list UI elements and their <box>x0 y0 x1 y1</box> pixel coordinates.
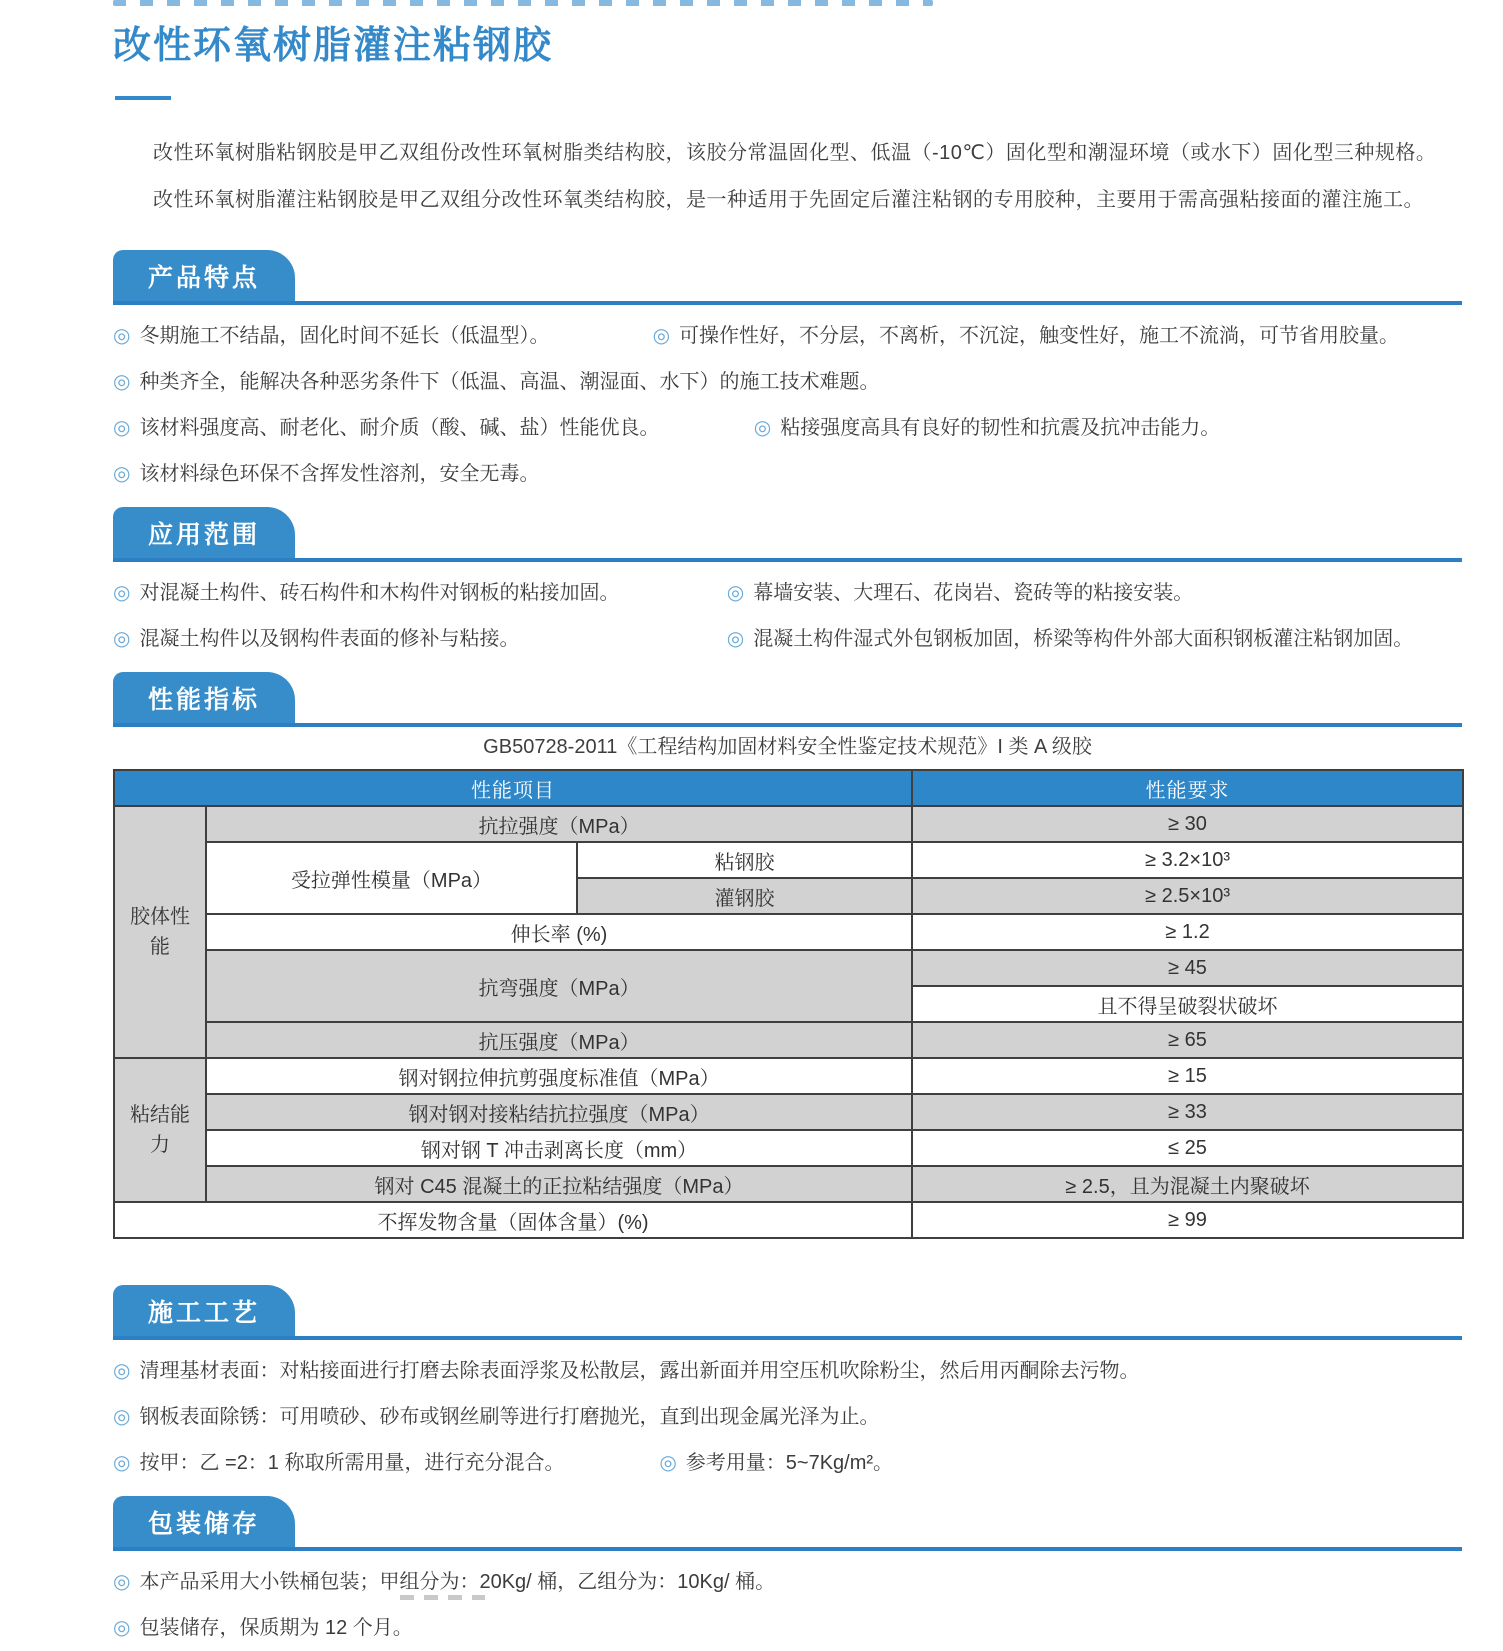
section-badge-packaging: 包装储存 <box>113 1496 295 1547</box>
intro-paragraph-1: 改性环氧树脂粘钢胶是甲乙双组份改性环氧树脂类结构胶，该胶分常温固化型、低温（-10℃）固化型和潮湿环境（或水下）固化型三种规格。 <box>153 142 1437 164</box>
property-sub-label: 粘钢胶 <box>577 842 912 878</box>
requirement-value: ≥ 45 <box>912 950 1463 986</box>
packaging-text: 本产品采用大小铁桶包装；甲组分为：20Kg/ 桶，乙组分为：10Kg/ 桶。 <box>139 1571 776 1593</box>
requirement-value: ≥ 15 <box>912 1058 1463 1094</box>
list-item <box>727 570 1462 616</box>
column-header-requirement: 性能要求 <box>912 770 1463 806</box>
process-row-3 <box>113 1440 1462 1486</box>
group-label-bonding-ability: 粘结能力 <box>114 1058 206 1202</box>
table-row <box>114 1094 1463 1130</box>
applications-row-2 <box>113 616 1462 662</box>
process-row-2 <box>113 1394 1462 1440</box>
bullseye-bullet-icon: ◎ <box>113 1360 131 1382</box>
property-sub-label: 灌钢胶 <box>577 878 912 914</box>
requirement-value: 且不得呈破裂状破坏 <box>912 986 1463 1022</box>
property-label: 钢对钢对接粘结抗拉强度（MPa） <box>206 1094 912 1130</box>
title-underline <box>115 96 171 100</box>
property-label: 受拉弹性模量（MPa） <box>206 842 577 914</box>
features-row-1 <box>113 313 1462 359</box>
performance-table <box>113 769 1464 1239</box>
list-item <box>113 1605 1462 1651</box>
table-row <box>114 1166 1463 1202</box>
process-text: 钢板表面除锈：可用喷砂、砂布或钢丝刷等进行打磨抛光，直到出现金属光泽为止。 <box>139 1406 880 1428</box>
section-header-process <box>113 1285 1462 1340</box>
list-item <box>727 616 1462 662</box>
requirement-value: ≥ 33 <box>912 1094 1463 1130</box>
cropped-text-tips-top <box>113 0 933 6</box>
feature-text: 种类齐全，能解决各种恶劣条件下（低温、高温、潮湿面、水下）的施工技术难题。 <box>139 371 880 393</box>
application-text: 混凝土构件以及钢构件表面的修补与粘接。 <box>139 628 520 650</box>
section-header-features <box>113 250 1462 305</box>
features-row-2 <box>113 359 1462 405</box>
property-label: 抗弯强度（MPa） <box>206 950 912 1022</box>
bullseye-bullet-icon: ◎ <box>113 1406 131 1428</box>
table-row <box>114 1022 1463 1058</box>
bullseye-bullet-icon: ◎ <box>113 1617 131 1639</box>
requirement-value: ≥ 3.2×10³ <box>912 842 1463 878</box>
section-badge-features: 产品特点 <box>113 250 295 301</box>
packaging-row-2 <box>113 1605 1462 1651</box>
list-item <box>113 1559 1462 1605</box>
intro-paragraph-2: 改性环氧树脂灌注粘钢胶是甲乙双组分改性环氧类结构胶，是一种适用于先固定后灌注粘钢的专用胶种，主要用于需高强粘接面的灌注施工。 <box>153 189 1424 211</box>
bullseye-bullet-icon: ◎ <box>113 417 131 439</box>
bullseye-bullet-icon: ◎ <box>113 628 131 650</box>
property-label: 抗压强度（MPa） <box>206 1022 912 1058</box>
feature-text: 冬期施工不结晶，固化时间不延长（低温型）。 <box>139 325 550 347</box>
section-badge-performance: 性能指标 <box>113 672 295 723</box>
requirement-value: ≤ 25 <box>912 1130 1463 1166</box>
bullseye-bullet-icon: ◎ <box>652 325 671 347</box>
section-packaging <box>113 1496 1462 1651</box>
packaging-text: 包装储存，保质期为 12 个月。 <box>139 1617 413 1639</box>
requirement-value: ≥ 30 <box>912 806 1463 842</box>
table-caption: GB50728-2011《工程结构加固材料安全性鉴定技术规范》I 类 A 级胶 <box>483 736 1092 758</box>
bullseye-bullet-icon: ◎ <box>726 628 745 650</box>
list-item <box>659 1440 1462 1486</box>
requirement-value: ≥ 2.5×10³ <box>912 878 1463 914</box>
requirement-value: ≥ 99 <box>912 1202 1463 1238</box>
property-label: 钢对钢拉伸抗剪强度标准值（MPa） <box>206 1058 912 1094</box>
property-label: 钢对 C45 混凝土的正拉粘结强度（MPa） <box>206 1166 912 1202</box>
bullseye-bullet-icon: ◎ <box>726 582 745 604</box>
section-header-applications <box>113 507 1462 562</box>
group-label-adhesive-body: 胶体性能 <box>114 806 206 1058</box>
list-item <box>113 616 727 662</box>
packaging-row-1 <box>113 1559 1462 1605</box>
bullseye-bullet-icon: ◎ <box>113 1571 131 1593</box>
section-process <box>113 1285 1462 1486</box>
list-item <box>113 359 1462 405</box>
bullseye-bullet-icon: ◎ <box>659 1452 677 1474</box>
section-badge-applications: 应用范围 <box>113 507 295 558</box>
list-item <box>113 451 1462 497</box>
features-row-3 <box>113 405 1462 451</box>
feature-text: 该材料强度高、耐老化、耐介质（酸、碱、盐）性能优良。 <box>139 417 660 439</box>
section-badge-process: 施工工艺 <box>113 1285 295 1336</box>
property-label: 伸长率 (%) <box>206 914 912 950</box>
process-list <box>113 1340 1462 1486</box>
process-row-1 <box>113 1348 1462 1394</box>
applications-row-1 <box>113 570 1462 616</box>
section-applications <box>113 507 1462 662</box>
property-label: 抗拉强度（MPa） <box>206 806 912 842</box>
requirement-value: ≥ 65 <box>912 1022 1463 1058</box>
packaging-list <box>113 1551 1462 1651</box>
bullseye-bullet-icon: ◎ <box>113 582 131 604</box>
application-text: 幕墙安装、大理石、花岗岩、瓷砖等的粘接安装。 <box>753 582 1194 604</box>
list-item <box>113 1394 1462 1440</box>
section-performance <box>113 672 1462 1239</box>
list-item <box>113 570 727 616</box>
section-header-performance <box>113 672 1462 727</box>
application-text: 对混凝土构件、砖石构件和木构件对钢板的粘接加固。 <box>139 582 620 604</box>
features-row-4 <box>113 451 1462 497</box>
table-row <box>114 914 1463 950</box>
page-title: 改性环氧树脂灌注粘钢胶 <box>113 25 554 67</box>
process-text: 按甲：乙 =2：1 称取所需用量，进行充分混合。 <box>139 1452 565 1474</box>
list-item <box>113 1348 1462 1394</box>
table-row <box>114 1130 1463 1166</box>
table-row <box>114 1058 1463 1094</box>
section-header-packaging <box>113 1496 1462 1551</box>
requirement-value: ≥ 2.5，且为混凝土内聚破坏 <box>912 1166 1463 1202</box>
features-list <box>113 305 1462 497</box>
property-label: 不挥发物含量（固体含量）(%) <box>114 1202 912 1238</box>
section-features <box>113 250 1462 497</box>
list-item <box>113 1440 659 1486</box>
cropped-content-tip-bottom <box>400 1595 485 1600</box>
column-header-property: 性能项目 <box>114 770 912 806</box>
feature-text: 可操作性好，不分层，不离析，不沉淀，触变性好，施工不流淌，可节省用胶量。 <box>679 325 1400 347</box>
feature-text: 粘接强度高具有良好的韧性和抗震及抗冲击能力。 <box>780 417 1221 439</box>
bullseye-bullet-icon: ◎ <box>113 325 131 347</box>
list-item <box>113 313 653 359</box>
intro-paragraphs <box>113 130 1462 224</box>
table-row <box>114 950 1463 986</box>
requirement-value: ≥ 1.2 <box>912 914 1463 950</box>
process-text: 参考用量：5~7Kg/m²。 <box>685 1452 894 1474</box>
bullseye-bullet-icon: ◎ <box>113 463 131 485</box>
table-row <box>114 1202 1463 1238</box>
table-row <box>114 842 1463 878</box>
property-label: 钢对钢 T 冲击剥离长度（mm） <box>206 1130 912 1166</box>
bullseye-bullet-icon: ◎ <box>753 417 772 439</box>
table-row <box>114 806 1463 842</box>
process-text: 清理基材表面：对粘接面进行打磨去除表面浮浆及松散层，露出新面并用空压机吹除粉尘，然后用丙酮除去污物。 <box>139 1360 1140 1382</box>
list-item <box>113 405 754 451</box>
applications-list <box>113 562 1462 662</box>
feature-text: 该材料绿色环保不含挥发性溶剂，安全无毒。 <box>139 463 540 485</box>
list-item <box>653 313 1462 359</box>
list-item <box>754 405 1462 451</box>
application-text: 混凝土构件湿式外包钢板加固，桥梁等构件外部大面积钢板灌注粘钢加固。 <box>753 628 1414 650</box>
bullseye-bullet-icon: ◎ <box>113 371 131 393</box>
bullseye-bullet-icon: ◎ <box>113 1452 131 1474</box>
table-header-row <box>114 770 1463 806</box>
